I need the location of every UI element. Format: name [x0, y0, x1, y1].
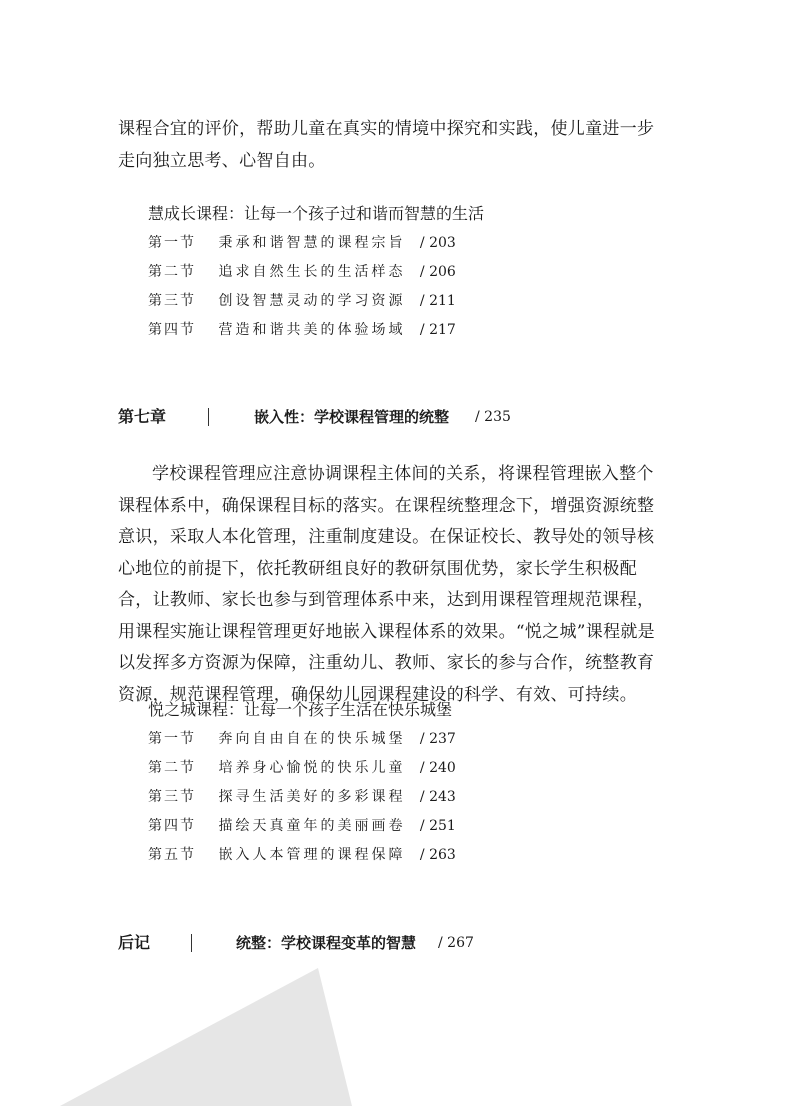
chapter-label: 后记	[118, 933, 151, 952]
section-title: 奔向自由自在的快乐城堡	[218, 731, 406, 747]
section-title: 探寻生活美好的多彩课程	[218, 789, 406, 805]
section-page: / 206	[419, 264, 456, 280]
course-title: 慧成长课程：让每一个孩子过和谐而智慧的生活	[148, 204, 485, 223]
section-number: 第二节	[148, 264, 196, 280]
section-title: 嵌入人本管理的课程保障	[218, 847, 406, 863]
section-number: 第二节	[148, 760, 196, 776]
section-number: 第五节	[148, 847, 196, 863]
toc-row[interactable]	[148, 783, 456, 812]
toc-block-huichengzhang	[148, 199, 484, 345]
chapter-divider	[208, 408, 209, 426]
toc-row[interactable]	[148, 812, 456, 841]
section-title: 追求自然生长的生活样态	[218, 264, 406, 280]
toc-block-yuezhicheng	[148, 695, 456, 870]
section-page: / 263	[419, 847, 456, 863]
section-number: 第四节	[148, 322, 196, 338]
section-page: / 203	[419, 235, 456, 251]
toc-row[interactable]	[148, 287, 484, 316]
chapter-label: 第七章	[118, 407, 167, 426]
section-title: 描绘天真童年的美丽画卷	[218, 818, 406, 834]
chapter-7-heading[interactable]	[118, 405, 538, 429]
section-title: 秉承和谐智慧的课程宗旨	[218, 235, 406, 251]
chapter-7-intro-paragraph: 学校课程管理应注意协调课程主体间的关系，将课程管理嵌入整个课程体系中，确保课程目标的落实。在课程统整理念下，增强资源统整意识，采取人本化管理，注重制度建设。在保证校长、教导处的领导核心地位的前提下，依托教研组良好的教研氛围优势，家长学生积极配合，让教师、家长也参与到管理体系中来，达到用课程管理规范课程，用课程实施让课程管理更好地嵌入课程体系的效果。“悦之城”课程就是以发挥多方资源为保障，注重幼儿、教师、家长的参与合作，统整教育资源，规范课程管理，确保幼儿园课程建设的科学、有效、可持续。	[118, 464, 655, 705]
section-number: 第三节	[148, 789, 196, 805]
toc-row[interactable]	[148, 841, 456, 870]
chapter-page: / 235	[475, 409, 511, 425]
afterword-heading[interactable]	[118, 931, 498, 955]
section-number: 第一节	[148, 235, 196, 251]
section-number: 第四节	[148, 818, 196, 834]
chapter-title: 嵌入性：学校课程管理的统整	[254, 408, 450, 426]
section-page: / 251	[419, 818, 456, 834]
section-title: 培养身心愉悦的快乐儿童	[218, 760, 406, 776]
toc-row[interactable]	[148, 258, 484, 287]
section-page: / 243	[419, 789, 456, 805]
toc-row[interactable]	[148, 725, 456, 754]
chapter-divider	[191, 934, 192, 952]
chapter-title: 统整：学校课程变革的智慧	[236, 934, 417, 952]
toc-row[interactable]	[148, 316, 484, 345]
chapter-page: / 267	[438, 935, 474, 951]
section-number: 第三节	[148, 293, 196, 309]
section-page: / 211	[419, 293, 456, 309]
toc-row[interactable]	[148, 754, 456, 783]
intro-paragraph: 课程合宜的评价，帮助儿童在真实的情境中探究和实践，使儿童进一步走向独立思考、心智自由。	[118, 119, 655, 171]
section-page: / 217	[419, 322, 456, 338]
course-title: 悦之城课程：让每一个孩子生活在快乐城堡	[148, 700, 453, 719]
toc-row[interactable]	[148, 229, 484, 258]
section-page: / 240	[419, 760, 456, 776]
section-title: 营造和谐共美的体验场域	[218, 322, 406, 338]
section-number: 第一节	[148, 731, 196, 747]
section-title: 创设智慧灵动的学习资源	[218, 293, 406, 309]
section-page: / 237	[419, 731, 456, 747]
